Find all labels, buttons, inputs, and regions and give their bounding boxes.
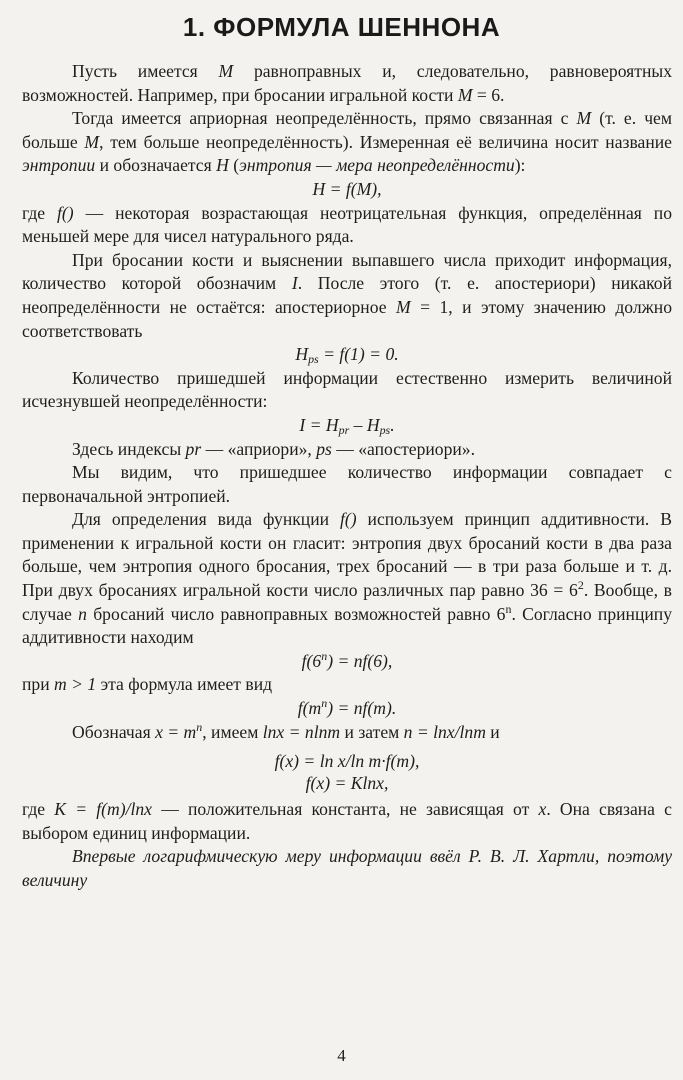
paragraph-4 xyxy=(22,249,672,343)
formula-inline: x = m xyxy=(155,721,197,742)
text: равноправных и, следовательно, равновероятных возможностей. Например, при бросании игральной кости xyxy=(22,61,672,105)
text: , имеем xyxy=(202,721,263,742)
text: — «апостериори». xyxy=(331,438,475,459)
text: Тогда имеется априорная неопределённость, прямо связанная с xyxy=(72,108,577,129)
text: . Она связана с выбором единиц информации. xyxy=(22,799,672,843)
formula-text: = f(1) = 0. xyxy=(318,344,399,365)
formula-text: f(6 xyxy=(301,650,322,671)
text: ): xyxy=(514,155,526,176)
formula-text: f(m xyxy=(297,698,322,719)
text: и затем xyxy=(340,721,404,742)
formula-6-line-1: f(x) = ln x/ln m·f(m), xyxy=(274,751,420,772)
superscript: 2 xyxy=(577,578,584,593)
formula-4 xyxy=(22,650,672,674)
formula-6-line-2: f(x) = Klnx, xyxy=(305,773,389,794)
text: бросаний число равноправных возможностей равно 6 xyxy=(86,603,506,624)
text: эта формула имеет вид xyxy=(96,674,273,695)
var-h: H xyxy=(216,155,229,176)
text: Пусть имеется xyxy=(72,61,219,81)
paragraph-5: Количество пришедшей информации естественно измерить величиной исчезнувшей неопределённости: xyxy=(22,367,672,412)
formula-text: I = H xyxy=(299,414,339,435)
paragraph-10 xyxy=(22,721,672,745)
italic-text: Впервые логарифмическую меру информации ввёл Р. В. Л. Хартли, поэтому величину xyxy=(22,846,672,890)
paragraph-7: Мы видим, что пришедшее количество информации совпадает с первоначальной энтропией. xyxy=(22,462,672,506)
term-measure: энтропия — мера неопределённости xyxy=(239,155,515,176)
text: . Вообще, в случае xyxy=(22,580,672,624)
var-m: M xyxy=(576,108,592,129)
page-number: 4 xyxy=(337,1046,346,1065)
text: при xyxy=(22,674,55,695)
text: . После этого (т. е. апостериори) никакой неопределённости не остаётся: апостериорное xyxy=(22,273,672,317)
var-m: M xyxy=(457,84,473,105)
var-m: M xyxy=(218,61,234,81)
formula-5 xyxy=(22,697,672,721)
term-entropy: энтропии xyxy=(22,155,96,176)
formula-text: ) = nf(6), xyxy=(327,650,393,671)
condition: m > 1 xyxy=(54,674,97,695)
formula-text: H xyxy=(295,344,309,365)
text: (т. е. чем больше xyxy=(22,108,672,152)
var-x: x xyxy=(538,799,547,820)
index-pr: pr xyxy=(185,438,202,459)
var-i: I xyxy=(291,273,298,294)
function-f: f() xyxy=(339,509,357,530)
subscript: ps xyxy=(379,422,391,437)
text: ( xyxy=(228,155,240,176)
paragraph-1 xyxy=(22,60,672,107)
text: и обозначается xyxy=(95,155,217,176)
text: Для определения вида функции xyxy=(72,509,340,530)
paragraph-6 xyxy=(22,438,672,462)
paragraph-9 xyxy=(22,673,672,697)
text: Обозначая xyxy=(72,721,156,742)
superscript: n xyxy=(321,696,328,711)
formula-text: ) = nf(m). xyxy=(327,698,397,719)
index-ps: ps xyxy=(316,438,332,459)
text: где xyxy=(22,799,55,820)
text: где xyxy=(22,202,58,223)
subscript: ps xyxy=(308,352,319,367)
text: — «априори», xyxy=(201,438,317,459)
var-n: n xyxy=(78,603,87,624)
var-m: M xyxy=(395,296,411,317)
subscript: pr xyxy=(338,422,350,437)
paragraph-8 xyxy=(22,508,672,650)
superscript: n xyxy=(196,719,203,734)
text: = 1, и этому значению должно соответствовать xyxy=(22,296,673,341)
text: . Согласно принципу аддитивности находим xyxy=(22,603,672,648)
page-title: 1. ФОРМУЛА ШЕННОНА xyxy=(182,12,501,42)
text: = 6. xyxy=(472,84,505,105)
paragraph-11 xyxy=(22,798,672,845)
paragraph-2 xyxy=(22,107,672,178)
function-f: f() xyxy=(57,202,74,223)
formula-inline: K = f(m)/lnx xyxy=(54,799,152,820)
var-m: M xyxy=(84,131,100,152)
text: Здесь индексы xyxy=(72,438,186,459)
text: и xyxy=(485,721,500,742)
superscript: n xyxy=(505,601,512,616)
body-text xyxy=(22,60,672,893)
superscript: n xyxy=(321,648,328,663)
text: — некоторая возрастающая неотрицательная функция, определённая по меньшей мере для чисел натурального ряда. xyxy=(22,202,672,247)
paragraph-12 xyxy=(22,845,672,892)
formula-3 xyxy=(22,414,672,438)
formula-1: H = f(M), xyxy=(312,178,382,199)
formula-text: . xyxy=(390,414,395,435)
formula-inline: n = lnx/lnm xyxy=(403,721,486,742)
formula-text: – H xyxy=(349,414,380,435)
formula-2 xyxy=(22,343,672,367)
paragraph-3 xyxy=(22,202,672,249)
text: При бросании кости и выяснении выпавшего числа приходит информация, количество которой обозначим xyxy=(22,249,672,294)
text: , тем больше неопределённость). Измеренная её величина носит название xyxy=(99,131,672,152)
text: используем принцип аддитивности. В применении к игральной кости он гласит: энтропия двух бросаний кости в два раза больше, чем энтропия одного бросания, трех бросаний — в три раза больше и т. д. При двух бросаниях игральной кости число различных пар равно 36 = 6 xyxy=(22,509,673,601)
text: — положительная константа, не зависящая от xyxy=(152,799,539,820)
formula-inline: lnx = nlnm xyxy=(262,721,341,742)
